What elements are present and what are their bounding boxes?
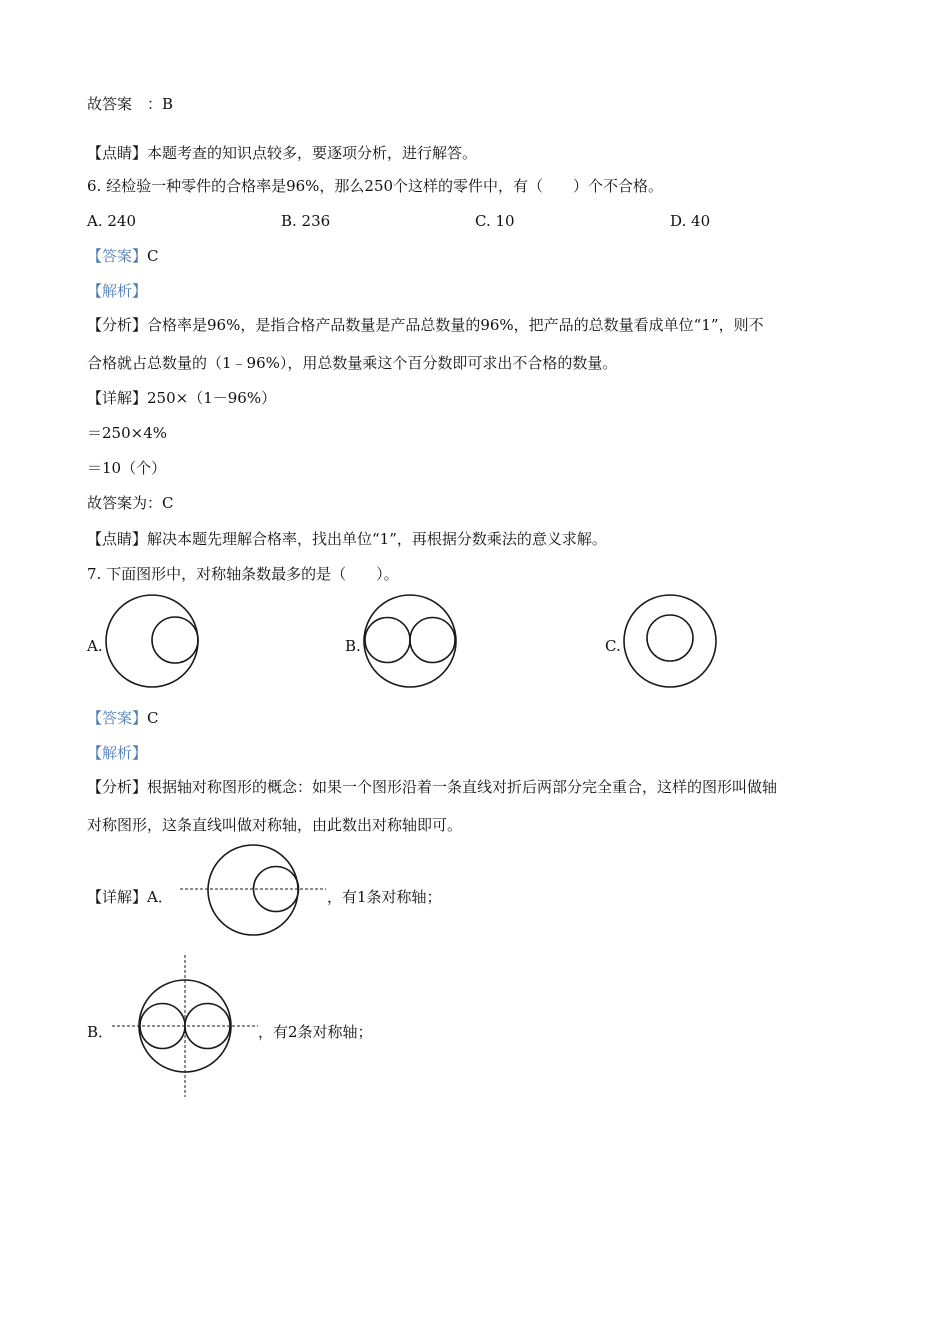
q7-fenxi-line2: 对称图形，这条直线叫做对称轴，由此数出对称轴即可。 [87,816,463,834]
figure-c-outer-circle [624,595,716,687]
q6-final-answer: 故答案为：C [87,494,174,512]
q6-answer [87,246,159,266]
figure-b-right-circle [410,618,455,663]
q7-fenxi-line1: 【分析】根据轴对称图形的概念：如果一个图形沿着一条直线对折后两部分完全重合，这样的图形叫做轴 [87,778,778,796]
figure-a-inner-circle [152,617,198,663]
q6-stem: 6. 经检验一种零件的合格率是96%，那么250个这样的零件中，有（ ）个不合格。 [87,177,664,195]
q6-detail-line2: ＝250×4% [87,424,167,442]
figure-c-inner-circle [647,615,693,661]
q7-option-c-label: C. [605,637,621,655]
q6-analysis-tag: 【解析】 [87,282,148,300]
q6-detail-line1: 【详解】250×（1－96%） [87,389,277,407]
q6-option-d: D. 40 [670,212,711,230]
q7-option-a-label: A. [87,637,103,655]
q6-option-a: A. 240 [87,212,136,230]
figure-b-left-circle [365,618,410,663]
prev-comment: 【点睛】本题考查的知识点较多，要逐项分析，进行解答。 [87,144,478,162]
q7-detail-figure-a [180,843,330,938]
q7-figure-a [105,594,200,689]
q7-figure-b [363,594,458,689]
q7-detail-b-prefix: B． [87,1023,114,1041]
q7-detail-a-prefix: 【详解】A． [87,888,173,906]
q7-answer-tag: 【答案】 [87,709,148,727]
q6-option-c: C. 10 [475,212,515,230]
q6-fenxi-line2: 合格就占总数量的（1﹣96%），用总数量乘这个百分数即可求出不合格的数量。 [87,354,618,372]
q7-answer-value: C [147,709,159,727]
q6-option-b: B. 236 [281,212,331,230]
q6-fenxi-line1: 【分析】合格率是96%，是指合格产品数量是产品总数量的96%，把产品的总数量看成单位“1”，则不 [87,316,764,334]
q7-detail-b-suffix: ，有2条对称轴； [258,1023,373,1041]
q6-comment: 【点睛】解决本题先理解合格率，找出单位“1”，再根据分数乘法的意义求解。 [87,530,607,548]
q6-answer-tag: 【答案】 [87,247,148,265]
q7-figure-c [623,594,718,689]
q7-answer [87,708,159,728]
q7-option-b-label: B. [345,637,361,655]
q7-detail-a-suffix: ，有1条对称轴； [327,888,442,906]
q7-analysis-tag: 【解析】 [87,744,148,762]
q7-stem: 7. 下面图形中，对称轴条数最多的是（ ）。 [87,565,399,583]
q6-detail-line3: ＝10（个） [87,459,167,477]
q7-detail-figure-b [112,955,262,1098]
prev-answer: 故答案 ：B [87,95,174,113]
q6-answer-value: C [147,247,159,265]
